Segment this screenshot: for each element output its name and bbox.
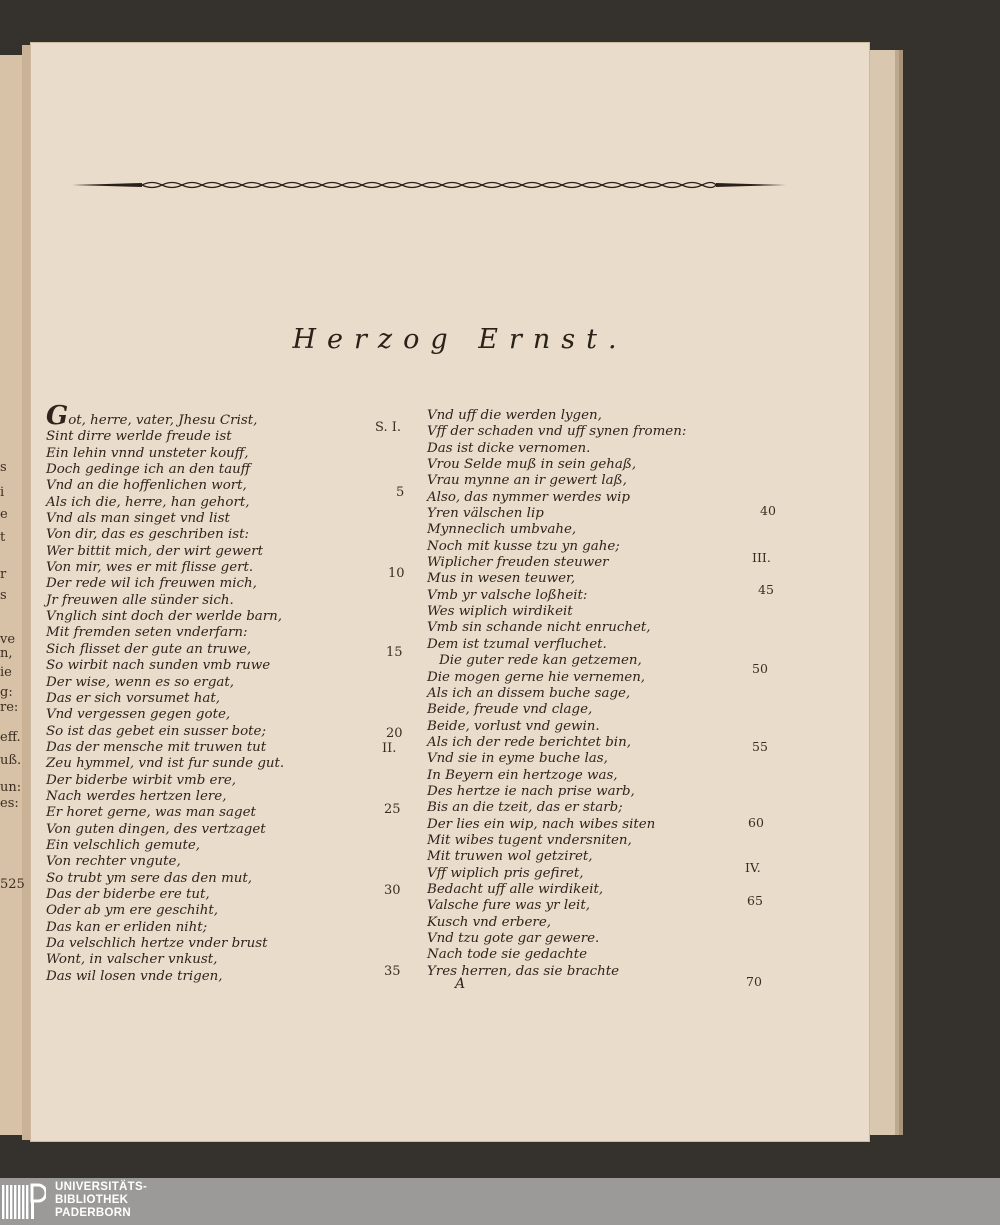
verse-line: Vnglich sint doch der werlde barn, (46, 609, 283, 625)
verse-line: Valsche fure was yr leit, (427, 898, 590, 914)
signature-mark: A (455, 976, 466, 992)
line-number: 40 (760, 503, 776, 518)
verse-line: Das wil losen vnde trigen, (46, 968, 223, 984)
footer-bar (0, 1178, 1000, 1225)
verse-line: Vnd als man singet vnd list (46, 511, 230, 527)
verse-line: Der biderbe wirbit vmb ere, (46, 772, 237, 788)
verse-line: Mynneclich umbvahe, (427, 522, 577, 538)
verse-line: Also, das nymmer werdes wip (427, 489, 630, 505)
verse-line: Vff wiplich pris gefiret, (427, 865, 584, 881)
verse-line: Als ich die, herre, han gehort, (46, 494, 250, 510)
left-page-text-fragment: t (0, 530, 6, 545)
page-title: Herzog Ernst. (292, 324, 628, 355)
section-mark: III. (752, 550, 771, 565)
verse-line: Mit fremden seten vnderfarn: (46, 625, 248, 641)
verse-line: Sint dirre werlde freude ist (46, 429, 232, 445)
verse-line: Vmb yr valsche loßheit: (427, 587, 588, 603)
left-page-text-fragment: i (0, 485, 5, 500)
verse-line: Doch gedinge ich an den tauff (46, 462, 251, 478)
verse-line: Von rechter vngute, (46, 854, 181, 870)
left-page-text-fragment: r (0, 567, 7, 582)
line-number: 25 (384, 802, 401, 817)
verse-line: Vnd vergessen gegen gote, (46, 707, 231, 723)
verse-line: Die mogen gerne hie vernemen, (427, 669, 646, 685)
verse-line: Als ich an dissem buche sage, (427, 685, 631, 701)
drop-cap: G (46, 401, 69, 431)
verse-line: Die guter rede kan getzemen, (439, 653, 642, 669)
line-number: 70 (746, 974, 762, 989)
verse-line: Yres herren, das sie brachte (427, 963, 620, 979)
library-logo-icon (2, 1183, 46, 1221)
left-page-fragments (0, 0, 25, 1178)
verse-line: Noch mit kusse tzu yn gahe; (427, 538, 620, 554)
verse-line: Er horet gerne, was man saget (46, 805, 256, 821)
left-page-text-fragment: un: (0, 780, 22, 795)
verse-line: Das kan er erliden niht; (46, 919, 208, 935)
verse-line: Mit truwen wol getziret, (427, 849, 593, 865)
verse-line: Nach werdes hertzen lere, (46, 788, 227, 804)
verse-line: Da velschlich hertze vnder brust (46, 936, 268, 951)
left-page-text-fragment: s (0, 460, 7, 475)
verse-line: Vnd uff die werden lygen, (427, 408, 602, 423)
left-page-text-fragment: ie (0, 665, 12, 680)
verse-line: Das er sich vorsumet hat, (46, 690, 220, 706)
left-verse-column (46, 401, 376, 985)
verse-line: Das ist dicke vernomen. (427, 440, 591, 456)
verse-line: Von dir, das es geschriben ist: (46, 527, 250, 543)
line-number: 45 (758, 582, 774, 597)
verse-line: Vrou Selde muß in sein gehaß, (427, 457, 637, 473)
verse-line: Yren välschen lip (427, 506, 544, 522)
library-name-line: PADERBORN (55, 1207, 131, 1219)
line-number: 15 (386, 645, 403, 660)
verse-line: Ein lehin vnnd unsteter kouff, (46, 445, 249, 461)
verse-line: Oder ab ym ere geschiht, (46, 903, 219, 919)
verse-line: Dem ist tzumal verfluchet. (427, 636, 607, 652)
verse-line: Bis an die tzeit, das er starb; (427, 800, 623, 816)
library-name-line: UNIVERSITÄTS- (55, 1181, 148, 1193)
verse-line: Als ich der rede berichtet bin, (427, 734, 631, 750)
verse-line: Der lies ein wip, nach wibes siten (427, 816, 656, 832)
verse-line: Jr freuwen alle sünder sich. (46, 592, 234, 608)
left-page-text-fragment: es: (0, 796, 19, 811)
verse-line: Vmb sin schande nicht enruchet, (427, 620, 651, 636)
line-number: 50 (752, 661, 768, 676)
left-page-text-fragment: uß. (0, 753, 22, 768)
right-verse-column (427, 408, 727, 980)
left-page-text-fragment: re: (0, 700, 19, 715)
verse-line: Vnd tzu gote gar gewere. (427, 931, 600, 946)
left-page-text-fragment: n, (0, 646, 13, 661)
verse-line: Wer bittit mich, der wirt gewert (46, 543, 264, 559)
verse-line: Der rede wil ich freuwen mich, (46, 576, 257, 592)
section-mark: S. I. (375, 420, 401, 435)
left-page-text-fragment: eff. (0, 730, 21, 745)
verse-line: Beide, vorlust vnd gewin. (427, 718, 600, 734)
verse-line: Von mir, wes er mit flisse gert. (46, 560, 254, 576)
verse-line: Vnd an die hoffenlichen wort, (46, 478, 247, 494)
line-number: 20 (386, 726, 403, 741)
verse-line: Nach tode sie gedachte (427, 947, 588, 963)
verse-line: Zeu hymmel, vnd ist fur sunde gut. (46, 756, 285, 772)
verse-line: So wirbit nach sunden vmb ruwe (46, 658, 271, 674)
section-mark: IV. (745, 860, 761, 875)
line-number: 60 (748, 815, 764, 830)
verse-line: Von guten dingen, des vertzaget (46, 821, 266, 837)
left-page-text-fragment: e (0, 507, 8, 522)
line-number: 5 (396, 485, 405, 500)
verse-line-text: ot, herre, vater, Jhesu Crist, (68, 413, 258, 428)
verse-line: Vnd sie in eyme buche las, (427, 751, 608, 767)
left-page-text-fragment: g: (0, 685, 13, 700)
line-number: 30 (384, 883, 401, 898)
verse-line (46, 401, 376, 431)
verse-line: Ein velschlich gemute, (46, 837, 201, 853)
verse-line: Das der mensche mit truwen tut (46, 739, 267, 755)
book-page (30, 42, 870, 1142)
line-number: 55 (752, 739, 768, 754)
verse-line: In Beyern ein hertzoge was, (427, 767, 618, 783)
left-page-text-fragment: 525 (0, 877, 25, 892)
verse-line: Das der biderbe ere tut, (46, 886, 210, 902)
ornamental-rule (72, 178, 786, 192)
line-number: 35 (384, 964, 401, 979)
verse-line: Bedacht uff alle wirdikeit, (427, 881, 604, 897)
verse-line: Beide, freude vnd clage, (427, 702, 593, 718)
verse-line: Mus in wesen teuwer, (427, 571, 576, 587)
left-page-text-fragment: ve (0, 632, 16, 647)
verse-line: Wes wiplich wirdikeit (427, 604, 573, 620)
verse-line: Der wise, wenn es so ergat, (46, 674, 235, 690)
verse-line: So trubt ym sere das den mut, (46, 870, 253, 886)
line-number: 10 (388, 566, 405, 581)
verse-line: So ist das gebet ein susser bote; (46, 723, 266, 739)
line-number: 65 (747, 893, 763, 908)
verse-line: Vff der schaden vnd uff synen fromen: (427, 424, 687, 440)
verse-line: Des hertze ie nach prise warb, (427, 783, 635, 799)
verse-line: Sich flisset der gute an truwe, (46, 641, 252, 657)
library-name-line: BIBLIOTHEK (55, 1194, 129, 1206)
library-name (55, 1181, 147, 1220)
left-page-text-fragment: s (0, 588, 7, 603)
verse-line: Wont, in valscher vnkust, (46, 952, 218, 968)
verse-line: Kusch vnd erbere, (427, 914, 552, 930)
section-mark: II. (382, 741, 397, 756)
verse-line: Mit wibes tugent vndersniten, (427, 832, 632, 848)
verse-line: Vrau mynne an ir gewert laß, (427, 473, 627, 489)
verse-line: Wiplicher freuden steuwer (427, 555, 609, 571)
